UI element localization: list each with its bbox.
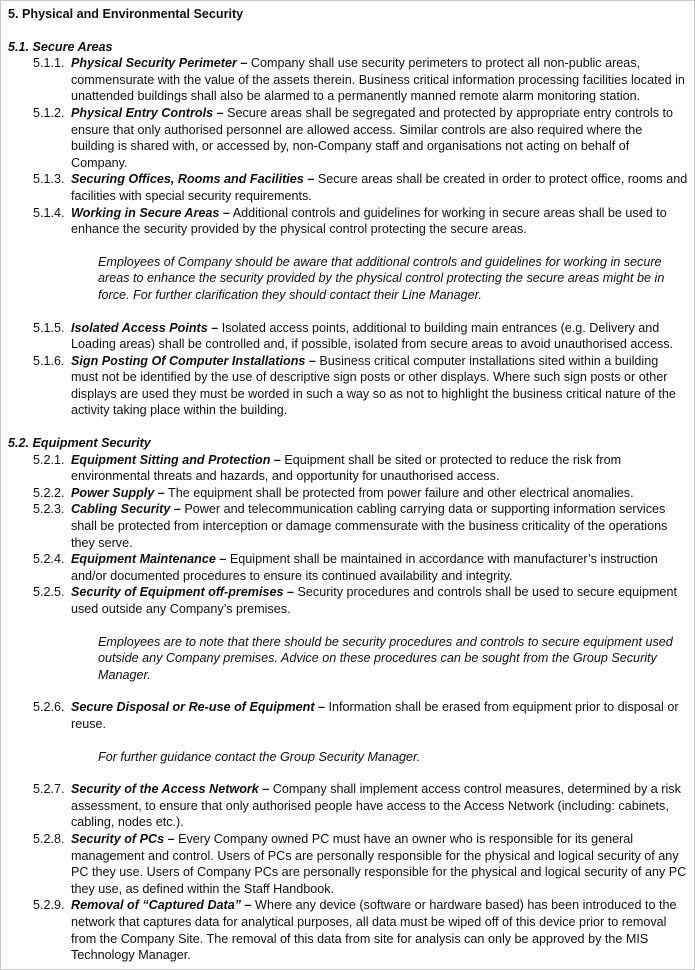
clause-number: 5.2.6.	[33, 700, 65, 715]
clause	[8, 831, 688, 897]
section-heading: 5.1. Secure Areas	[8, 39, 113, 54]
document-body	[8, 6, 688, 964]
clause-text: Additional controls and guidelines for working in secure areas shall be used to enhance the security provided by the physical control protecting the secure areas.	[71, 205, 667, 237]
clause	[8, 897, 688, 963]
clause-text: Security procedures and controls shall be used to secure equipment used outside any Company’s premises.	[71, 585, 677, 616]
clause-term: Cabling Security –	[71, 502, 181, 517]
clause-term: Securing Offices, Rooms and Facilities –	[71, 172, 315, 187]
clause	[8, 55, 688, 105]
clause-number: 5.2.7.	[33, 782, 65, 797]
clause-text: Power and telecommunication cabling carrying data or supporting information services shall be protected from interception or damage commensurate with the business criticality of the operations they serve.	[71, 502, 668, 550]
clause	[8, 320, 688, 353]
clause-term: Equipment Sitting and Protection –	[71, 452, 281, 467]
clause-number: 5.1.2.	[33, 105, 65, 120]
clause-number: 5.1.4.	[33, 205, 65, 220]
clause	[8, 353, 688, 419]
clause-number: 5.2.4.	[33, 552, 65, 567]
clause-term: Physical Entry Controls –	[71, 105, 224, 120]
clause-number: 5.2.1.	[33, 452, 65, 467]
clause	[8, 699, 688, 732]
clause-term: Sign Posting Of Computer Installations –	[71, 353, 316, 368]
clause-text: Business critical computer installations sited within a building must not be identified by the use of descriptive sign posts or other displays. Where such sign posts or other displays are used they must be worded in such a way so as not to highlight the business critical nature of the activity taking place within the building.	[71, 353, 676, 418]
clause-number: 5.1.3.	[33, 172, 65, 187]
clause-term: Working in Secure Areas –	[71, 205, 230, 220]
clause	[8, 781, 688, 831]
guidance-note: For further guidance contact the Group Security Manager.	[98, 749, 421, 764]
clause-text: Secure areas shall be segregated and protected by appropriate entry controls to ensure that only authorised personnel are allowed access. Similar controls are also required where the building is shared with, or accessed by, non-Company staff and organisations not acting on behalf of Company.	[71, 105, 674, 170]
clause-term: Power Supply –	[71, 485, 165, 500]
clause-term: Isolated Access Points –	[71, 320, 219, 335]
clause-number: 5.1.6.	[33, 353, 65, 368]
clause-text: Information shall be erased from equipment prior to disposal or reuse.	[71, 700, 679, 731]
clause	[8, 501, 688, 551]
clause-text: Company shall use security perimeters to protect all non-public areas, commensurate with the value of the assets therein. Business critical information processing facilities located in unattended buildings shall also be alarmed to a permanently manned remote alarm monitoring station.	[71, 56, 685, 104]
clause-text: Where any device (software or hardware based) has been introduced to the network that captures data for analytical purposes, all data must be wiped off of this device prior to removal from the Company Site. The removal of this data from site for analysis can only be approved by the MIS Technology Manager.	[71, 898, 677, 963]
clause-text: Secure areas shall be created in order to protect office, rooms and facilities with special security requirements.	[71, 172, 688, 203]
clause-term: Equipment Maintenance –	[71, 552, 227, 567]
guidance-note: Employees of Company should be aware that additional controls and guidelines for working in secure areas to enhance the security provided by the physical control protecting the secure areas might be in force. For further clarification they should contact their Line Manager.	[98, 254, 665, 302]
clause	[8, 485, 688, 502]
clause	[8, 551, 688, 584]
clause-number: 5.1.5.	[33, 320, 65, 335]
clause-number: 5.1.1.	[33, 56, 65, 71]
guidance-note: Employees are to note that there should be security procedures and controls to secure equipment used outside any Company premises. Advice on these procedures can be sought from the Group Security Manager.	[98, 634, 673, 682]
clause-term: Security of the Access Network –	[71, 782, 270, 797]
clause	[8, 105, 688, 171]
clause-term: Security of PCs –	[71, 831, 175, 846]
clause-number: 5.2.8.	[33, 831, 65, 846]
clause-number: 5.2.9.	[33, 898, 65, 913]
clause-text: Equipment shall be sited or protected to reduce the risk from environmental threats and hazards, and opportunity for unauthorised access.	[71, 452, 622, 484]
clause	[8, 452, 688, 485]
section-heading: 5.2. Equipment Security	[8, 436, 151, 451]
clause-text: Every Company owned PC must have an owner who is responsible for its general management and control. Users of PCs are personally responsible for the physical and logical security of any PC they use. Users of Company PCs are personally responsible for the physical and logical security of any PC they use, as defined within the Staff Handbook.	[71, 831, 687, 896]
clause-term: Physical Security Perimeter –	[71, 56, 248, 71]
clause-number: 5.2.5.	[33, 585, 65, 600]
clause-text: Company shall implement access control measures, determined by a risk assessment, to ensure that only authorised people have access to the Access Network (including: cabinets, cabling, nodes etc.).	[71, 782, 681, 830]
clause-number: 5.2.3.	[33, 502, 65, 517]
spacer	[8, 419, 688, 435]
clause	[8, 171, 688, 204]
clause-term: Security of Equipment off-premises –	[71, 585, 295, 600]
clause-term: Secure Disposal or Re-use of Equipment –	[71, 700, 326, 715]
clause-text: The equipment shall be protected from power failure and other electrical anomalies.	[164, 485, 634, 500]
clause	[8, 205, 688, 238]
clause-term: Removal of “Captured Data” –	[71, 898, 252, 913]
clause-number: 5.2.2.	[33, 485, 65, 500]
clause-text: Isolated access points, additional to building main entrances (e.g. Delivery and Loading areas) shall be controlled and, if possible, isolated from secure areas to avoid unauthorised access.	[71, 320, 674, 352]
document-title: 5. Physical and Environmental Security	[8, 7, 244, 21]
clause	[8, 584, 688, 617]
clause-text: Equipment shall be maintained in accordance with manufacturer’s instruction and/or documented procedures to ensure its continued availability and integrity.	[71, 552, 658, 583]
